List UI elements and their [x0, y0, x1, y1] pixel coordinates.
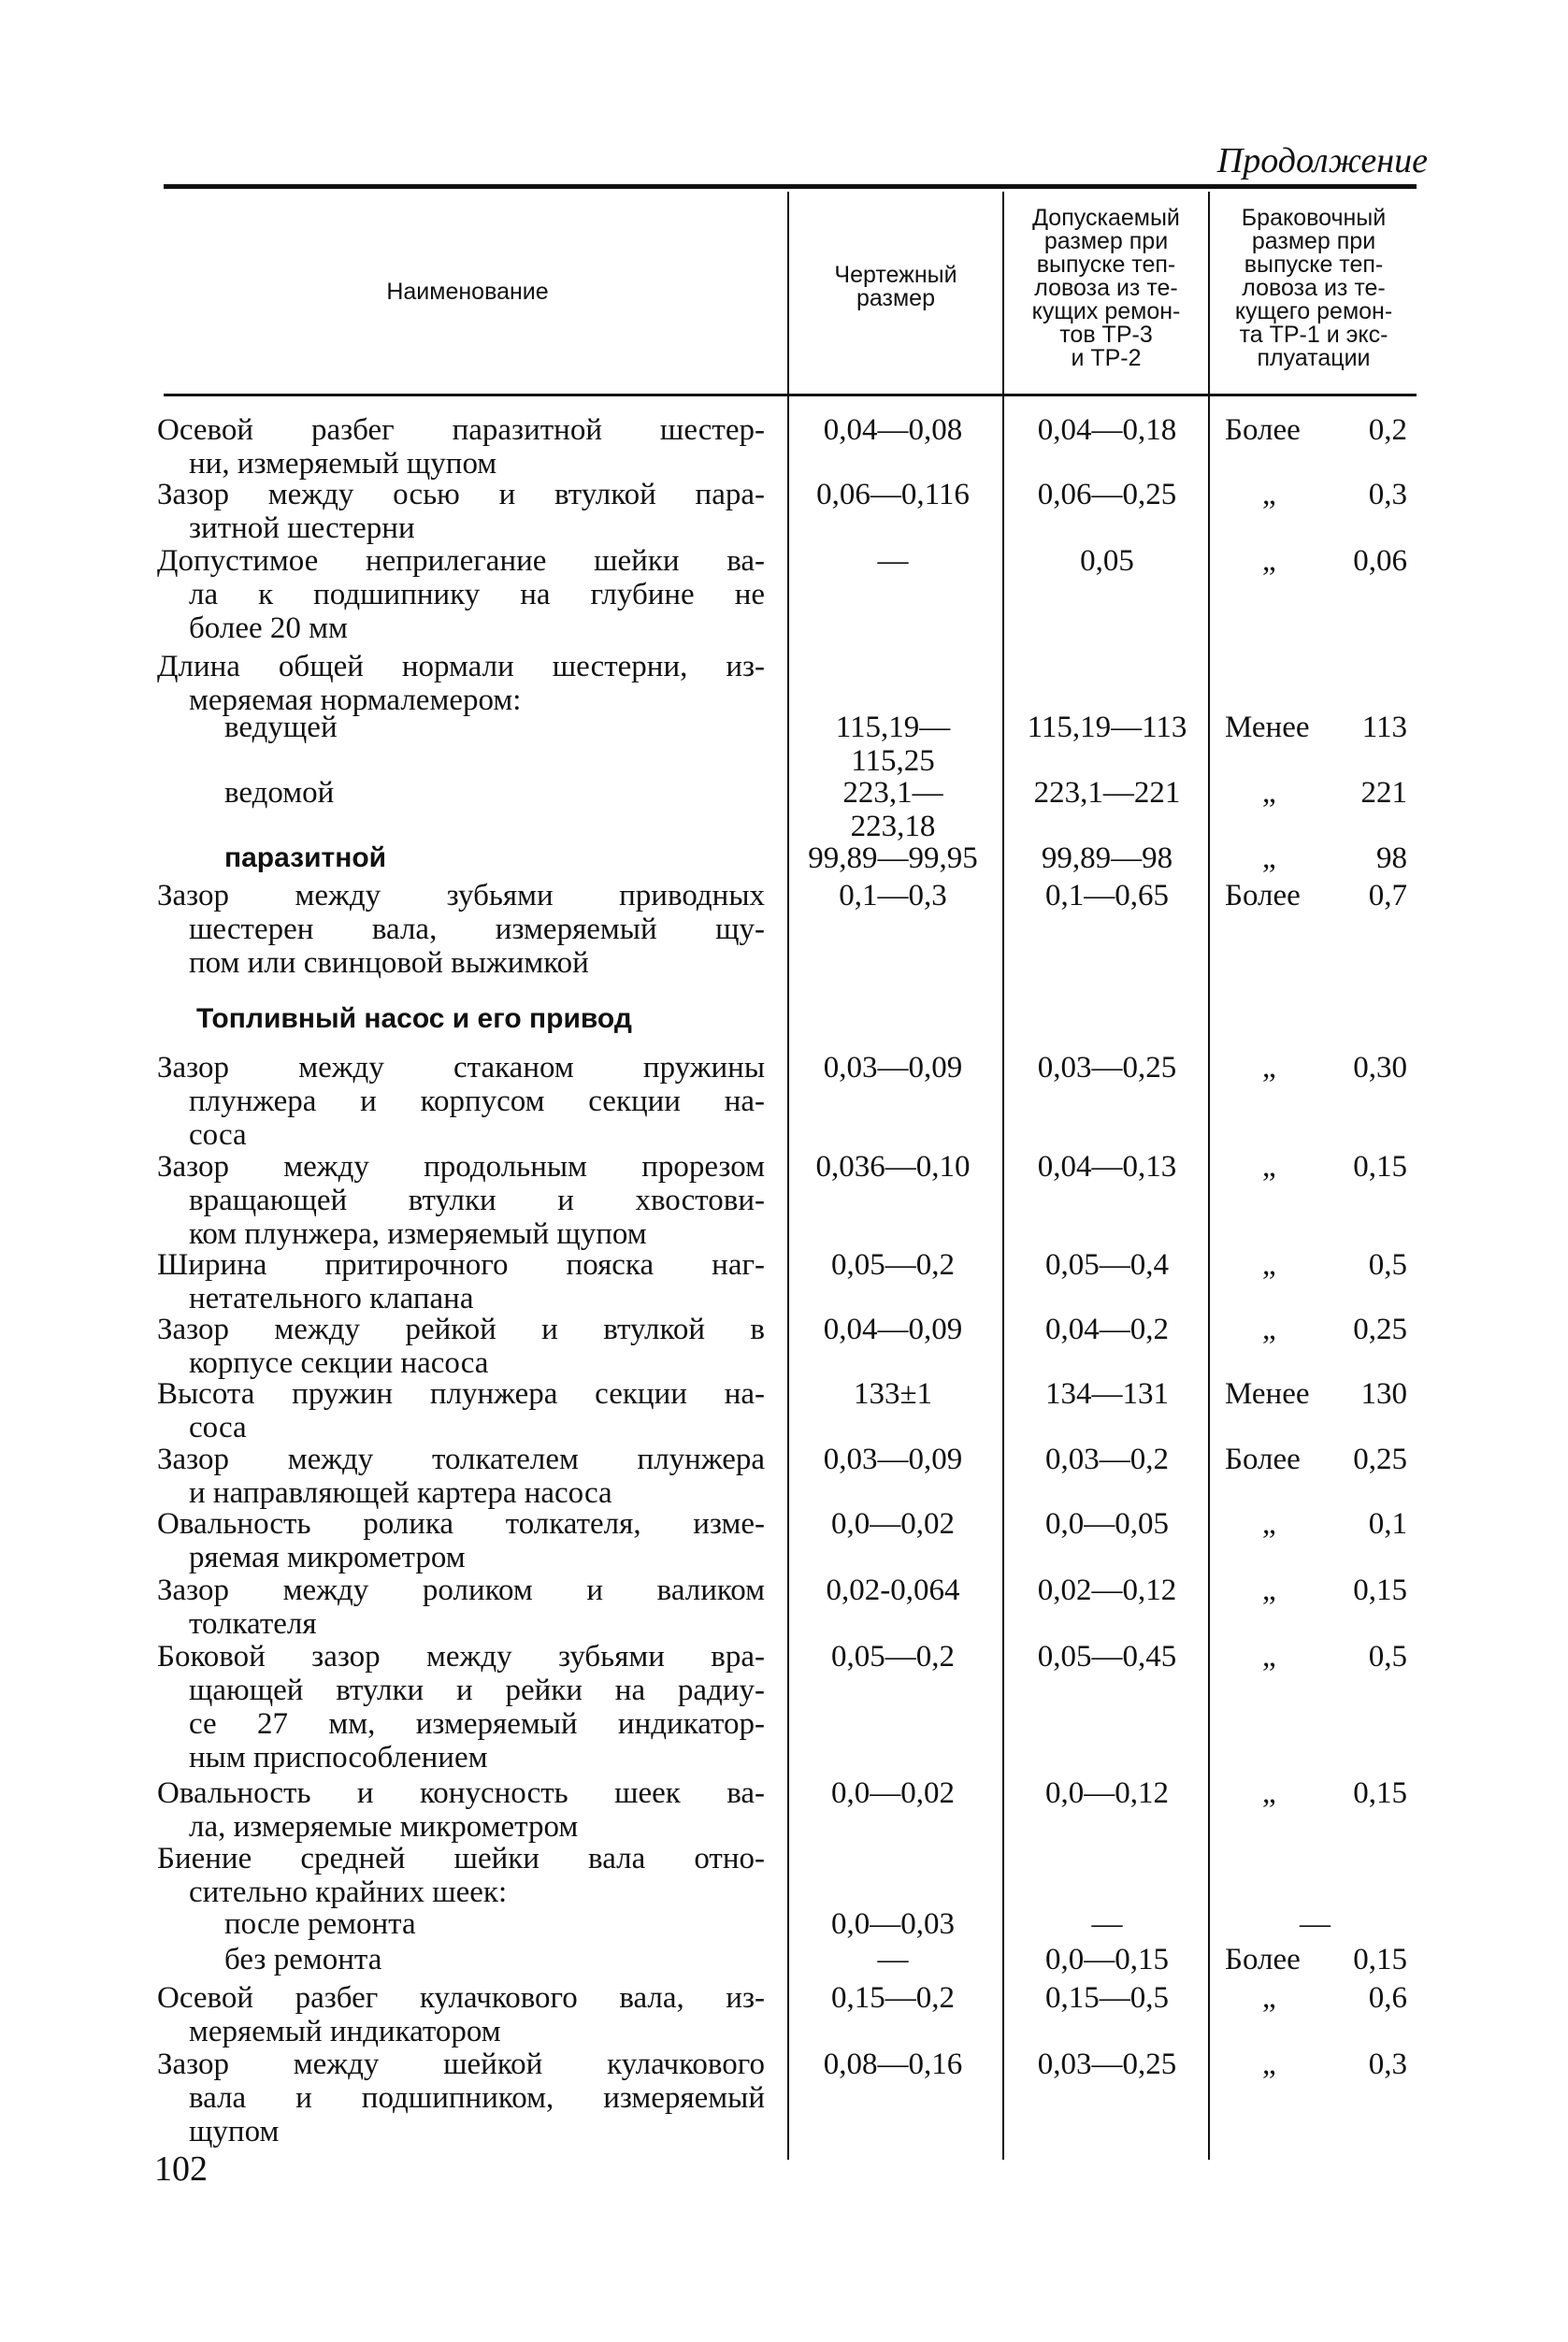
reject-value: 98 — [1376, 841, 1407, 875]
reject-prefix: „ — [1262, 1248, 1276, 1282]
reject-prefix: Менее — [1225, 1377, 1310, 1411]
reject-prefix: „ — [1262, 1981, 1276, 2015]
allowed-size: 223,1—221 — [1033, 776, 1181, 810]
row-name — [157, 841, 765, 875]
allowed-size: 0,03—0,25 — [1037, 1051, 1177, 1085]
drawing-size: 0,06—0,116 — [816, 478, 970, 511]
reject-value: 0,15 — [1353, 1943, 1407, 1976]
row-name — [157, 1907, 765, 1941]
row-name-line: пом или свинцовой выжимкой — [189, 946, 589, 980]
drawing-size: 0,03—0,09 — [823, 1051, 963, 1085]
row-name-line: Овальность ролика толкателя, изме- — [157, 1507, 765, 1541]
reject-prefix: „ — [1262, 1150, 1276, 1184]
allowed-size: 134—131 — [1045, 1377, 1169, 1411]
allowed-size: 0,05—0,4 — [1045, 1248, 1169, 1282]
row-name — [157, 1981, 765, 2048]
allowed-size: — — [1091, 1907, 1123, 1941]
allowed-size: 0,04—0,2 — [1045, 1313, 1169, 1346]
reject-prefix: „ — [1262, 1776, 1276, 1810]
reject-prefix: Менее — [1225, 711, 1310, 744]
row-name-line: вращающей втулки и хвостови- — [189, 1184, 765, 1217]
row-name-line: корпусе секции насоса — [189, 1346, 489, 1380]
row-name-line: Зазор между зубьями приводных — [157, 879, 765, 912]
drawing-size: 0,05—0,2 — [831, 1640, 955, 1674]
drawing-size: 0,0—0,03 — [831, 1907, 955, 1941]
allowed-size: 0,05—0,45 — [1037, 1640, 1177, 1674]
drawing-size: 99,89—99,95 — [808, 841, 978, 875]
reject-prefix: „ — [1262, 544, 1276, 578]
reject-value: 0,15 — [1353, 1150, 1407, 1184]
row-name-line: меряемый индикатором — [189, 2015, 501, 2048]
row-name — [157, 1507, 765, 1574]
allowed-size: 99,89—98 — [1041, 841, 1173, 875]
reject-prefix: „ — [1262, 841, 1276, 875]
allowed-size: 0,06—0,25 — [1037, 478, 1177, 511]
reject-value: 0,3 — [1368, 478, 1407, 511]
row-name-line: ведущей — [224, 711, 338, 744]
reject-value: 0,2 — [1368, 413, 1407, 447]
page-number: 102 — [154, 2149, 208, 2189]
row-name — [157, 478, 765, 545]
header-name: Наименование — [386, 279, 549, 305]
reject-prefix: — — [1300, 1907, 1331, 1941]
drawing-size: 0,0—0,02 — [831, 1507, 955, 1541]
drawing-size: 223,1— 223,18 — [842, 776, 943, 843]
row-name-line: без ремонта — [224, 1943, 382, 1976]
row-name-line: после ремонта — [224, 1907, 416, 1941]
row-name-line: Зазор между продольным прорезом — [157, 1150, 765, 1184]
drawing-size: — — [877, 1943, 909, 1976]
drawing-size: — — [877, 544, 909, 578]
row-name-line: ком плунжера, измеряемый щупом — [189, 1217, 647, 1251]
row-name — [157, 1313, 765, 1380]
allowed-size: 0,04—0,18 — [1037, 413, 1177, 447]
row-name-line: щающей втулки и рейки на радиу- — [189, 1674, 765, 1707]
allowed-size: 0,05 — [1080, 544, 1134, 578]
row-name-line: Овальность и конусность шеек ва- — [157, 1776, 765, 1810]
row-name — [157, 2047, 765, 2148]
drawing-size: 115,19— 115,25 — [835, 711, 951, 778]
row-name-line: Длина общей нормали шестерни, из- — [157, 650, 765, 683]
column-divider — [1208, 192, 1210, 2160]
reject-prefix: Более — [1225, 1443, 1301, 1476]
row-name-line: Зазор между роликом и валиком — [157, 1573, 765, 1607]
row-name — [157, 1640, 765, 1774]
allowed-size: 0,1—0,65 — [1045, 879, 1169, 912]
reject-value: 0,6 — [1368, 1981, 1407, 2015]
allowed-size: 0,0—0,15 — [1045, 1943, 1169, 1976]
row-name — [157, 413, 765, 481]
row-name-line: зитной шестерни — [189, 511, 415, 545]
row-name-line: се 27 мм, измеряемый индикатор- — [189, 1707, 765, 1741]
reject-prefix: „ — [1262, 1051, 1276, 1085]
row-name-line: Ширина притирочного пояска наг- — [157, 1248, 765, 1282]
allowed-size: 0,04—0,13 — [1037, 1150, 1177, 1184]
row-name — [157, 1051, 765, 1152]
reject-prefix: „ — [1262, 2047, 1276, 2081]
reject-value: 0,25 — [1353, 1313, 1407, 1346]
reject-prefix: Более — [1225, 879, 1301, 912]
drawing-size: 0,04—0,08 — [823, 413, 963, 447]
row-name — [157, 1248, 765, 1315]
allowed-size: 0,0—0,05 — [1045, 1507, 1169, 1541]
row-name-line: более 20 мм — [189, 611, 348, 645]
allowed-size: 0,15—0,5 — [1045, 1981, 1169, 2015]
allowed-size: 0,02—0,12 — [1037, 1573, 1177, 1607]
top-rule — [164, 184, 1417, 189]
row-name-line: ни, измеряемый щупом — [189, 447, 497, 481]
reject-value: 0,15 — [1353, 1573, 1407, 1607]
reject-prefix: „ — [1262, 1640, 1276, 1674]
row-name — [157, 1377, 765, 1444]
row-name — [157, 879, 765, 980]
row-name-line: ведомой — [224, 776, 335, 810]
row-name-line: Зазор между осью и втулкой пара- — [157, 478, 765, 511]
allowed-size: 0,03—0,2 — [1045, 1443, 1169, 1476]
reject-prefix: „ — [1262, 1573, 1276, 1607]
row-name — [157, 1776, 765, 1844]
row-name — [157, 711, 765, 744]
allowed-size: 0,0—0,12 — [1045, 1776, 1169, 1810]
row-name-line: толкателя — [189, 1607, 317, 1641]
reject-prefix: „ — [1262, 478, 1276, 511]
row-name-line: соса — [189, 1118, 247, 1152]
drawing-size: 0,03—0,09 — [823, 1443, 963, 1476]
row-name — [157, 1150, 765, 1251]
row-name-line: Зазор между рейкой и втулкой в — [157, 1313, 765, 1346]
reject-value: 0,7 — [1368, 879, 1407, 912]
drawing-size: 0,02-0,064 — [826, 1573, 960, 1607]
reject-prefix: „ — [1262, 1313, 1276, 1346]
row-name — [157, 776, 765, 810]
row-name-line: Зазор между толкателем плунжера — [157, 1443, 765, 1476]
continuation-label: Продолжение — [1216, 141, 1428, 180]
row-name-line: Осевой разбег кулачкового вала, из- — [157, 1981, 765, 2015]
row-name — [157, 650, 765, 717]
row-name — [157, 1573, 765, 1641]
row-name-line: Биение средней шейки вала отно- — [157, 1842, 765, 1875]
reject-value: 0,30 — [1353, 1051, 1407, 1085]
row-name-line: Осевой разбег паразитной шестер- — [157, 413, 765, 447]
reject-prefix: „ — [1262, 776, 1276, 810]
row-name-line: ряемая микрометром — [189, 1541, 466, 1574]
row-name-line: Боковой зазор между зубьями вра- — [157, 1640, 765, 1674]
row-name-line: соса — [189, 1411, 247, 1444]
header-reject: Браковочный размер при выпуске теп- ловоза из те- кущего ремон- та ТР-1 и экс- плуатации — [1234, 205, 1393, 371]
reject-prefix: „ — [1262, 1507, 1276, 1541]
reject-value: 0,15 — [1353, 1776, 1407, 1810]
reject-value: 221 — [1360, 776, 1407, 810]
row-name-line: Высота пружин плунжера секции на- — [157, 1377, 765, 1411]
row-name — [157, 1842, 765, 1909]
reject-value: 0,5 — [1368, 1248, 1407, 1282]
header-rule — [164, 394, 1417, 396]
reject-value: 0,06 — [1353, 544, 1407, 578]
reject-value: 0,25 — [1353, 1443, 1407, 1476]
row-name-line: щупом — [189, 2115, 280, 2148]
row-name-line: плунжера и корпусом секции на- — [189, 1085, 765, 1118]
row-name-line: паразитной — [224, 842, 387, 873]
allowed-size: 115,19—113 — [1027, 711, 1187, 744]
reject-prefix: Более — [1225, 1943, 1301, 1976]
row-name-line: вала и подшипником, измеряемый — [189, 2081, 765, 2115]
row-name-line: Допустимое неприлегание шейки ва- — [157, 544, 765, 578]
header-drawing: Чертежный размер — [834, 262, 957, 311]
reject-value: 113 — [1361, 711, 1407, 744]
row-name-line: и направляющей картера насоса — [189, 1476, 612, 1510]
section-title: Топливный насос и его привод — [196, 1003, 632, 1034]
row-name-line: ла, измеряемые микрометром — [189, 1810, 579, 1844]
row-name-line: нетательного клапана — [189, 1282, 474, 1315]
row-name-line: ла к подшипнику на глубине не — [189, 578, 765, 611]
drawing-size: 133±1 — [853, 1377, 933, 1411]
drawing-size: 0,15—0,2 — [831, 1981, 955, 2015]
reject-prefix: Более — [1225, 413, 1301, 447]
header-allowed: Допускаемый размер при выпуске теп- ловоза из те- кущих ремон- тов ТР-3 и ТР-2 — [1031, 205, 1181, 371]
reject-value: 0,5 — [1368, 1640, 1407, 1674]
drawing-size: 0,1—0,3 — [839, 879, 947, 912]
drawing-size: 0,0—0,02 — [831, 1776, 955, 1810]
row-name-line: Зазор между шейкой кулачкового — [157, 2047, 765, 2081]
drawing-size: 0,036—0,10 — [815, 1150, 971, 1184]
row-name — [157, 1443, 765, 1510]
drawing-size: 0,08—0,16 — [823, 2047, 963, 2081]
row-name-line: ным приспособлением — [189, 1741, 488, 1774]
reject-value: 0,3 — [1368, 2047, 1407, 2081]
row-name-line: шестерен вала, измеряемый щу- — [189, 912, 765, 946]
drawing-size: 0,05—0,2 — [831, 1248, 955, 1282]
row-name-line: меряемая нормалемером: — [189, 683, 522, 717]
row-name-line: Зазор между стаканом пружины — [157, 1051, 765, 1085]
row-name-line: сительно крайних шеек: — [189, 1875, 508, 1909]
row-name — [157, 1943, 765, 1976]
column-divider — [1002, 192, 1004, 2160]
allowed-size: 0,03—0,25 — [1037, 2047, 1177, 2081]
drawing-size: 0,04—0,09 — [823, 1313, 963, 1346]
row-name — [157, 544, 765, 645]
reject-value: 130 — [1360, 1377, 1407, 1411]
reject-value: 0,1 — [1368, 1507, 1407, 1541]
